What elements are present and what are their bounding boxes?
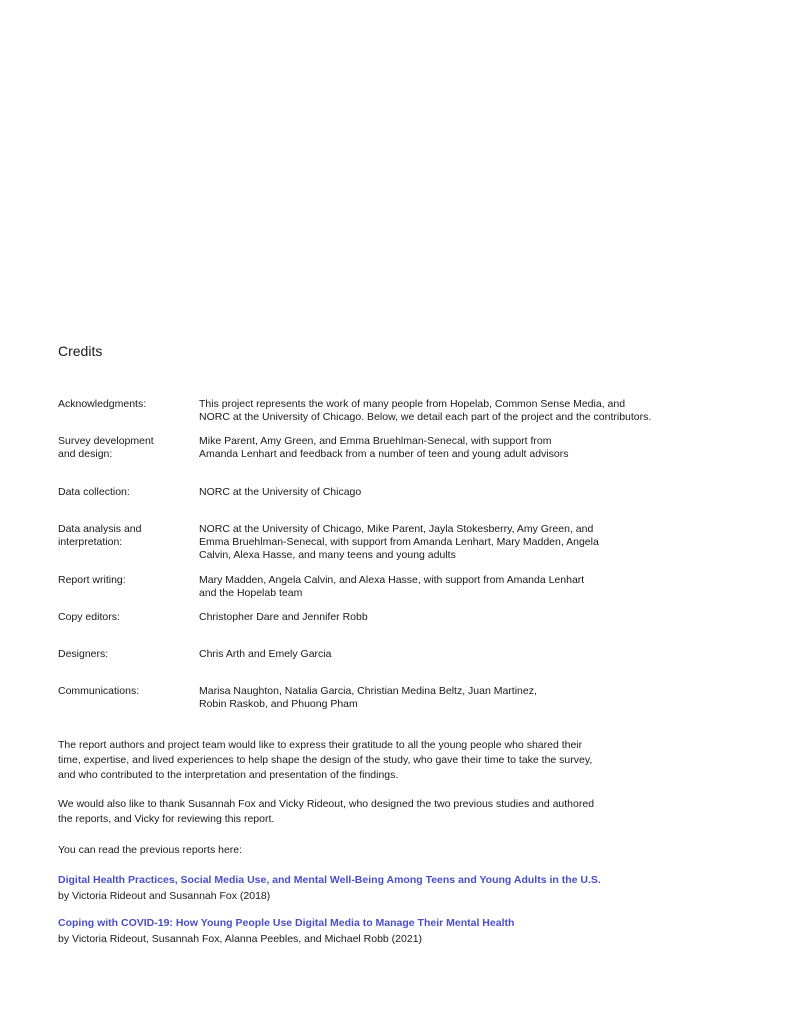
gratitude-paragraph bbox=[58, 738, 658, 783]
paragraph-line: We would also like to thank Susannah Fox and Vicky Rideout, who designed the two previous studies and authored bbox=[58, 798, 595, 810]
credit-value-survey-development bbox=[199, 435, 759, 461]
credit-value-communications bbox=[199, 685, 759, 711]
credit-label-data-analysis bbox=[58, 523, 190, 549]
page-title: Credits bbox=[58, 343, 103, 359]
paragraph-line: You can read the previous reports here: bbox=[58, 844, 243, 856]
credit-value-designers bbox=[199, 648, 759, 661]
report-link-2018[interactable]: Digital Health Practices, Social Media Use, and Mental Well-Being Among Teens and Young Adults in the U.S. bbox=[58, 874, 601, 886]
paragraph-line: time, expertise, and lived experiences to help shape the design of the study, who gave their time to take the survey, bbox=[58, 754, 593, 766]
paragraph-line: and who contributed to the interpretation and presentation of the findings. bbox=[58, 769, 399, 781]
report-byline-2021: by Victoria Rideout, Susannah Fox, Alanna Peebles, and Michael Robb (2021) bbox=[58, 933, 423, 945]
credit-label-survey-development bbox=[58, 435, 190, 461]
credit-label-data-collection bbox=[58, 486, 190, 499]
credit-label-line: Designers: bbox=[58, 648, 109, 660]
credit-label-designers bbox=[58, 648, 190, 661]
credit-value-line: Robin Raskob, and Phuong Pham bbox=[199, 698, 358, 710]
paragraph-line: The report authors and project team would like to express their gratitude to all the young people who shared their bbox=[58, 739, 583, 751]
credit-label-line: Communications: bbox=[58, 685, 140, 697]
credit-label-line: and design: bbox=[58, 448, 113, 460]
credit-label-line: Data analysis and bbox=[58, 523, 142, 535]
credit-value-line: Mike Parent, Amy Green, and Emma Bruehlman-Senecal, with support from bbox=[199, 435, 552, 447]
paragraph-line: the reports, and Vicky for reviewing this report. bbox=[58, 813, 275, 825]
credit-value-data-collection bbox=[199, 486, 759, 499]
credit-label-line: Acknowledgments: bbox=[58, 398, 147, 410]
credit-label-line: interpretation: bbox=[58, 536, 123, 548]
credit-label-line: Survey development bbox=[58, 435, 154, 447]
credit-value-line: Amanda Lenhart and feedback from a number of teen and young adult advisors bbox=[199, 448, 569, 460]
previous-reports-intro bbox=[58, 843, 658, 858]
credit-value-line: Christopher Dare and Jennifer Robb bbox=[199, 611, 368, 623]
credit-value-line: NORC at the University of Chicago. Below, we detail each part of the project and the contributors. bbox=[199, 411, 652, 423]
credit-value-line: NORC at the University of Chicago bbox=[199, 486, 362, 498]
credit-label-line: Copy editors: bbox=[58, 611, 120, 623]
credit-value-line: and the Hopelab team bbox=[199, 587, 303, 599]
credit-value-acknowledgments bbox=[199, 398, 759, 424]
credit-value-line: NORC at the University of Chicago, Mike Parent, Jayla Stokesberry, Amy Green, and bbox=[199, 523, 594, 535]
credit-value-line: Emma Bruehlman-Senecal, with support from Amanda Lenhart, Mary Madden, Angela bbox=[199, 536, 599, 548]
credit-value-copy-editors bbox=[199, 611, 759, 624]
credit-value-line: Mary Madden, Angela Calvin, and Alexa Hasse, with support from Amanda Lenhart bbox=[199, 574, 585, 586]
report-byline-2018: by Victoria Rideout and Susannah Fox (2018) bbox=[58, 890, 271, 902]
report-link-2021[interactable]: Coping with COVID-19: How Young People Use Digital Media to Manage Their Mental Health bbox=[58, 917, 515, 929]
credit-value-data-analysis bbox=[199, 523, 759, 562]
credit-value-line: Chris Arth and Emely Garcia bbox=[199, 648, 332, 660]
credit-label-line: Data collection: bbox=[58, 486, 130, 498]
credit-label-line: Report writing: bbox=[58, 574, 126, 586]
credit-value-line: Marisa Naughton, Natalia Garcia, Christian Medina Beltz, Juan Martinez, bbox=[199, 685, 537, 697]
credit-label-copy-editors bbox=[58, 611, 190, 624]
credit-label-acknowledgments bbox=[58, 398, 190, 411]
credit-label-communications bbox=[58, 685, 190, 698]
credit-value-report-writing bbox=[199, 574, 759, 600]
thanks-paragraph bbox=[58, 797, 658, 827]
credit-value-line: This project represents the work of many people from Hopelab, Common Sense Media, and bbox=[199, 398, 626, 410]
credit-value-line: Calvin, Alexa Hasse, and many teens and young adults bbox=[199, 549, 456, 561]
credit-label-report-writing bbox=[58, 574, 190, 587]
